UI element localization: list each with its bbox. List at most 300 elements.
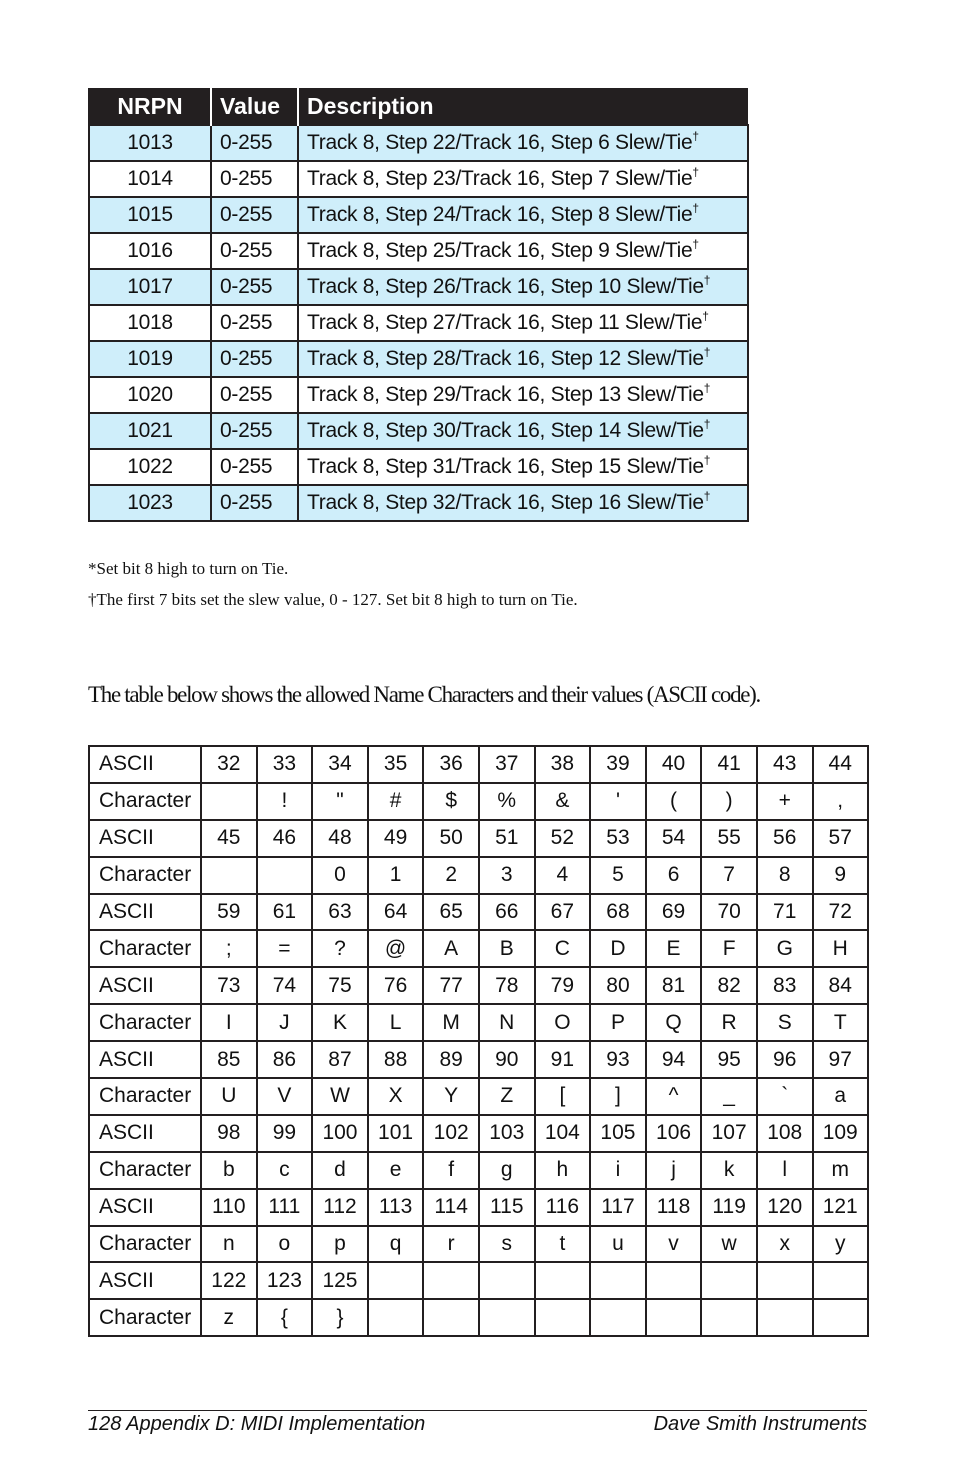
character-cell: M [423,1004,479,1041]
ascii-code-cell: 116 [535,1189,591,1226]
character-cell: p [312,1226,368,1263]
character-cell: U [201,1078,257,1115]
character-cell: C [535,930,591,967]
character-cell: A [423,930,479,967]
character-row [89,1078,868,1115]
character-cell: 5 [590,857,646,894]
ascii-code-cell: 119 [701,1189,757,1226]
character-cell: o [257,1226,313,1263]
ascii-code-cell: 64 [368,894,424,931]
footer-page-section: 128 Appendix D: MIDI Implementation [88,1413,426,1435]
dagger-mark: † [702,309,709,323]
ascii-code-cell: 46 [257,820,313,857]
character-row [89,1152,868,1189]
character-cell: " [312,783,368,820]
character-cell: t [535,1226,591,1263]
ascii-code-cell: 66 [479,894,535,931]
character-cell [368,1299,424,1336]
character-cell: I [201,1004,257,1041]
character-cell: [ [535,1078,591,1115]
ascii-code-cell: 41 [701,746,757,783]
ascii-code-cell: 52 [535,820,591,857]
description-text: Track 8, Step 29/Track 16, Step 13 Slew/Tie [307,383,704,406]
ascii-code-cell: 65 [423,894,479,931]
character-cell: J [257,1004,313,1041]
description-text: Track 8, Step 22/Track 16, Step 6 Slew/Tie [307,131,693,154]
nrpn-description [298,377,748,413]
description-text: Track 8, Step 26/Track 16, Step 10 Slew/Tie [307,275,704,298]
ascii-code-cell: 61 [257,894,313,931]
character-cell: X [368,1078,424,1115]
character-cell: c [257,1152,313,1189]
dagger-mark: † [692,129,699,143]
dagger-mark: † [703,489,711,503]
row-label: Character [89,930,201,967]
ascii-code-row [89,1041,868,1078]
ascii-code-cell: 103 [479,1115,535,1152]
character-cell [590,1299,646,1336]
ascii-code-cell: 55 [701,820,757,857]
character-cell: H [813,930,868,967]
ascii-code-cell: 48 [312,820,368,857]
description-text: Track 8, Step 25/Track 16, Step 9 Slew/Tie [307,239,693,262]
nrpn-number: 1020 [89,377,211,413]
character-cell: = [257,930,313,967]
description-text: Track 8, Step 31/Track 16, Step 15 Slew/Tie [307,455,704,478]
ascii-code-cell: 120 [757,1189,813,1226]
ascii-code-cell: 102 [423,1115,479,1152]
character-cell: F [701,930,757,967]
nrpn-description [298,341,748,377]
row-label: Character [89,857,201,894]
ascii-code-cell: 87 [312,1041,368,1078]
row-label: ASCII [89,746,201,783]
dagger-mark: † [703,381,711,395]
character-row [89,1004,868,1041]
row-label: Character [89,1299,201,1336]
character-cell: ' [590,783,646,820]
description-text: Track 8, Step 27/Track 16, Step 11 Slew/Tie [307,311,703,334]
ascii-code-cell: 114 [423,1189,479,1226]
nrpn-number: 1017 [89,269,211,305]
ascii-code-cell: 39 [590,746,646,783]
ascii-code-cell: 67 [535,894,591,931]
nrpn-number: 1014 [89,161,211,197]
character-cell: 3 [479,857,535,894]
ascii-code-cell: 90 [479,1041,535,1078]
header-value: Value [211,88,298,125]
ascii-code-cell: 97 [813,1041,868,1078]
character-cell: g [479,1152,535,1189]
ascii-code-cell [757,1262,813,1299]
character-cell: S [757,1004,813,1041]
intro-paragraph: The table below shows the allowed Name Characters and their values (ASCII code). [88,682,760,707]
ascii-code-row [89,894,868,931]
ascii-code-cell [479,1262,535,1299]
footer-divider [88,1410,867,1411]
nrpn-table [88,88,749,522]
character-cell: y [813,1226,868,1263]
character-cell: Y [423,1078,479,1115]
nrpn-description [298,233,748,269]
ascii-code-cell: 57 [813,820,868,857]
row-label: Character [89,1152,201,1189]
character-cell: $ [423,783,479,820]
character-cell: a [813,1078,868,1115]
ascii-code-cell: 110 [201,1189,257,1226]
character-cell [646,1299,702,1336]
ascii-code-cell: 59 [201,894,257,931]
dagger-mark: † [703,453,711,467]
dagger-mark: † [692,201,699,215]
table-row [89,161,748,197]
table-row [89,449,748,485]
ascii-character-table [88,745,869,1337]
character-cell: + [757,783,813,820]
character-cell: L [368,1004,424,1041]
nrpn-value-range: 0-255 [211,485,298,521]
nrpn-value-range: 0-255 [211,197,298,233]
ascii-code-cell: 93 [590,1041,646,1078]
ascii-code-row [89,820,868,857]
character-cell: ) [701,783,757,820]
nrpn-value-range: 0-255 [211,233,298,269]
character-cell: B [479,930,535,967]
ascii-code-cell: 36 [423,746,479,783]
character-cell: G [757,930,813,967]
row-label: ASCII [89,1041,201,1078]
nrpn-description [298,269,748,305]
table-row [89,233,748,269]
character-cell: } [312,1299,368,1336]
ascii-code-cell: 91 [535,1041,591,1078]
row-label: ASCII [89,1189,201,1226]
character-cell: e [368,1152,424,1189]
ascii-code-cell: 83 [757,967,813,1004]
header-nrpn: NRPN [89,88,211,125]
header-description: Description [298,88,748,125]
ascii-code-cell: 69 [646,894,702,931]
ascii-code-cell: 111 [257,1189,313,1226]
character-cell: d [312,1152,368,1189]
nrpn-value-range: 0-255 [211,305,298,341]
nrpn-number: 1016 [89,233,211,269]
dagger-mark: † [703,273,711,287]
character-cell: ! [257,783,313,820]
character-cell [757,1299,813,1336]
ascii-code-cell: 101 [368,1115,424,1152]
character-cell: K [312,1004,368,1041]
nrpn-description [298,413,748,449]
character-cell: n [201,1226,257,1263]
ascii-code-cell: 33 [257,746,313,783]
ascii-code-cell: 104 [535,1115,591,1152]
character-cell: V [257,1078,313,1115]
nrpn-value-range: 0-255 [211,125,298,161]
character-cell: ` [757,1078,813,1115]
character-cell: T [813,1004,868,1041]
nrpn-header-row [89,88,748,125]
character-row [89,783,868,820]
ascii-code-cell: 79 [535,967,591,1004]
description-text: Track 8, Step 28/Track 16, Step 12 Slew/Tie [307,347,704,370]
description-text: Track 8, Step 32/Track 16, Step 16 Slew/Tie [307,491,704,514]
ascii-code-cell: 118 [646,1189,702,1226]
ascii-code-cell [535,1262,591,1299]
slew-footnote: †The first 7 bits set the slew value, 0 - 127. Set bit 8 high to turn on Tie. [88,590,578,609]
character-cell [479,1299,535,1336]
row-label: ASCII [89,820,201,857]
ascii-code-cell: 54 [646,820,702,857]
ascii-code-cell [646,1262,702,1299]
ascii-code-cell: 68 [590,894,646,931]
character-cell: @ [368,930,424,967]
character-cell: 6 [646,857,702,894]
table-row [89,413,748,449]
ascii-code-cell: 37 [479,746,535,783]
table-row [89,125,748,161]
ascii-code-row [89,1115,868,1152]
nrpn-number: 1013 [89,125,211,161]
character-row [89,930,868,967]
ascii-code-cell: 53 [590,820,646,857]
character-cell [535,1299,591,1336]
row-label: Character [89,1078,201,1115]
ascii-code-cell: 89 [423,1041,479,1078]
nrpn-description [298,449,748,485]
character-cell: ( [646,783,702,820]
dagger-mark: † [703,345,711,359]
description-text: Track 8, Step 30/Track 16, Step 14 Slew/Tie [307,419,704,442]
character-cell: r [423,1226,479,1263]
ascii-code-cell: 76 [368,967,424,1004]
nrpn-description [298,197,748,233]
ascii-code-cell: 34 [312,746,368,783]
ascii-code-cell: 81 [646,967,702,1004]
footer-publisher: Dave Smith Instruments [653,1413,867,1435]
ascii-code-cell: 112 [312,1189,368,1226]
character-cell: R [701,1004,757,1041]
ascii-code-cell: 109 [813,1115,868,1152]
ascii-code-cell: 43 [757,746,813,783]
ascii-code-cell [701,1262,757,1299]
character-cell: Z [479,1078,535,1115]
row-label: ASCII [89,967,201,1004]
ascii-code-cell [813,1262,868,1299]
character-cell: 2 [423,857,479,894]
character-cell: 0 [312,857,368,894]
ascii-code-cell: 80 [590,967,646,1004]
character-cell: f [423,1152,479,1189]
ascii-code-row [89,967,868,1004]
ascii-code-cell: 105 [590,1115,646,1152]
character-cell: w [701,1226,757,1263]
character-cell: E [646,930,702,967]
character-cell: 7 [701,857,757,894]
tie-footnote: *Set bit 8 high to turn on Tie. [88,559,289,578]
character-cell: i [590,1152,646,1189]
ascii-code-cell: 35 [368,746,424,783]
nrpn-number: 1023 [89,485,211,521]
character-cell: W [312,1078,368,1115]
ascii-code-cell: 75 [312,967,368,1004]
row-label: Character [89,1004,201,1041]
ascii-code-cell: 113 [368,1189,424,1226]
table-row [89,197,748,233]
character-cell: b [201,1152,257,1189]
ascii-code-cell: 72 [813,894,868,931]
ascii-code-cell [368,1262,424,1299]
character-cell [257,857,313,894]
nrpn-value-range: 0-255 [211,341,298,377]
character-cell: ; [201,930,257,967]
row-label: ASCII [89,1115,201,1152]
character-cell: u [590,1226,646,1263]
dagger-mark: † [703,417,711,431]
ascii-code-cell: 78 [479,967,535,1004]
dagger-mark: † [692,165,699,179]
nrpn-number: 1022 [89,449,211,485]
nrpn-value-range: 0-255 [211,377,298,413]
ascii-code-cell: 50 [423,820,479,857]
character-cell: ? [312,930,368,967]
ascii-code-cell: 32 [201,746,257,783]
character-cell [701,1299,757,1336]
ascii-code-cell: 82 [701,967,757,1004]
nrpn-number: 1021 [89,413,211,449]
ascii-code-cell: 85 [201,1041,257,1078]
ascii-code-cell: 100 [312,1115,368,1152]
nrpn-description [298,125,748,161]
character-cell: k [701,1152,757,1189]
character-cell: x [757,1226,813,1263]
character-cell [201,783,257,820]
character-cell: m [813,1152,868,1189]
nrpn-number: 1018 [89,305,211,341]
row-label: Character [89,783,201,820]
ascii-code-cell: 115 [479,1189,535,1226]
nrpn-value-range: 0-255 [211,449,298,485]
ascii-code-cell: 73 [201,967,257,1004]
nrpn-value-range: 0-255 [211,413,298,449]
ascii-code-row [89,1189,868,1226]
ascii-code-cell [423,1262,479,1299]
ascii-code-cell: 88 [368,1041,424,1078]
character-cell: l [757,1152,813,1189]
ascii-code-cell: 86 [257,1041,313,1078]
character-cell: 1 [368,857,424,894]
ascii-code-cell: 70 [701,894,757,931]
character-row [89,1226,868,1263]
character-cell: Q [646,1004,702,1041]
ascii-table-body [89,746,868,1336]
ascii-code-cell: 117 [590,1189,646,1226]
table-row [89,269,748,305]
nrpn-table-body [89,125,748,521]
character-cell [423,1299,479,1336]
row-label: Character [89,1226,201,1263]
ascii-code-cell: 45 [201,820,257,857]
character-cell: { [257,1299,313,1336]
character-row [89,857,868,894]
character-cell: h [535,1152,591,1189]
character-cell: z [201,1299,257,1336]
ascii-code-cell: 99 [257,1115,313,1152]
character-cell [201,857,257,894]
ascii-code-row [89,746,868,783]
ascii-code-cell: 107 [701,1115,757,1152]
ascii-code-cell: 56 [757,820,813,857]
ascii-code-cell: 40 [646,746,702,783]
ascii-code-cell: 44 [813,746,868,783]
character-cell [813,1299,868,1336]
ascii-code-cell: 106 [646,1115,702,1152]
ascii-code-cell: 122 [201,1262,257,1299]
ascii-code-cell: 123 [257,1262,313,1299]
nrpn-value-range: 0-255 [211,161,298,197]
character-cell: 8 [757,857,813,894]
ascii-code-cell: 121 [813,1189,868,1226]
ascii-code-cell [590,1262,646,1299]
nrpn-number: 1015 [89,197,211,233]
nrpn-description [298,485,748,521]
table-row [89,377,748,413]
character-cell: 4 [535,857,591,894]
character-cell: q [368,1226,424,1263]
ascii-code-cell: 84 [813,967,868,1004]
character-cell: s [479,1226,535,1263]
character-cell: , [813,783,868,820]
nrpn-description [298,305,748,341]
ascii-code-cell: 77 [423,967,479,1004]
ascii-code-cell: 96 [757,1041,813,1078]
table-row [89,341,748,377]
dagger-mark: † [692,237,699,251]
row-label: ASCII [89,894,201,931]
ascii-code-cell: 63 [312,894,368,931]
character-cell: P [590,1004,646,1041]
ascii-code-cell: 71 [757,894,813,931]
character-cell: j [646,1152,702,1189]
ascii-code-cell: 74 [257,967,313,1004]
ascii-code-cell: 95 [701,1041,757,1078]
nrpn-description [298,161,748,197]
character-cell: _ [701,1078,757,1115]
character-cell: ^ [646,1078,702,1115]
character-cell: N [479,1004,535,1041]
character-cell: 9 [813,857,868,894]
ascii-code-cell: 98 [201,1115,257,1152]
ascii-code-cell: 51 [479,820,535,857]
character-cell: % [479,783,535,820]
ascii-code-cell: 94 [646,1041,702,1078]
ascii-code-cell: 38 [535,746,591,783]
character-cell: ] [590,1078,646,1115]
character-cell: # [368,783,424,820]
character-cell: D [590,930,646,967]
description-text: Track 8, Step 23/Track 16, Step 7 Slew/Tie [307,167,693,190]
character-cell: v [646,1226,702,1263]
ascii-code-cell: 49 [368,820,424,857]
ascii-code-cell: 108 [757,1115,813,1152]
ascii-code-row [89,1262,868,1299]
ascii-code-cell: 125 [312,1262,368,1299]
nrpn-number: 1019 [89,341,211,377]
character-cell: O [535,1004,591,1041]
character-row [89,1299,868,1336]
nrpn-value-range: 0-255 [211,269,298,305]
table-row [89,485,748,521]
